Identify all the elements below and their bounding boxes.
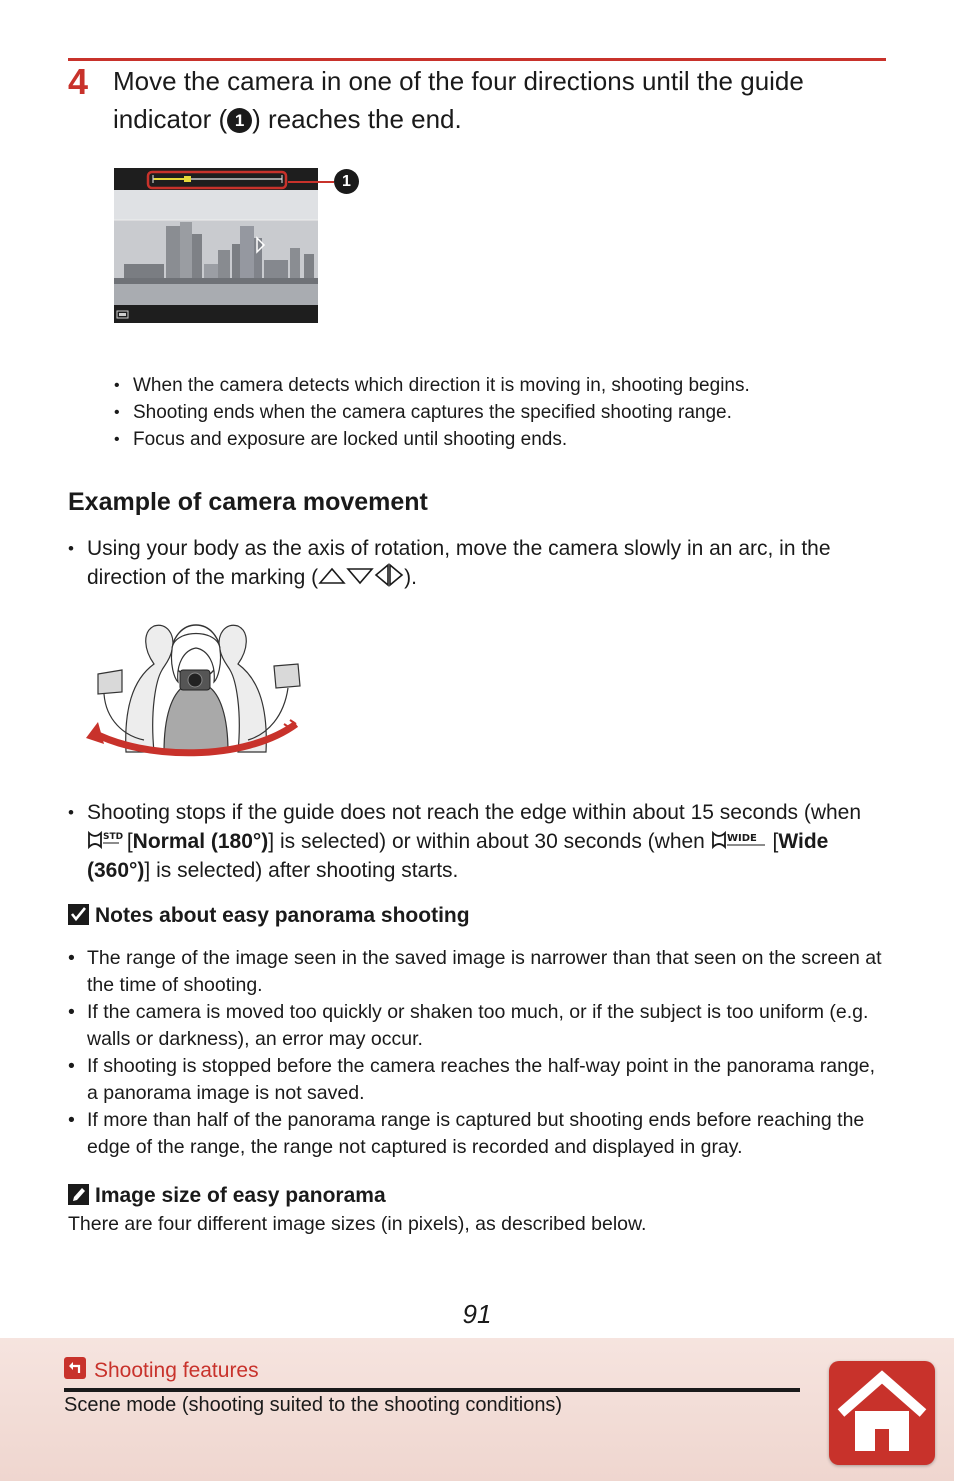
stop-text-3: ] is selected) after shooting starts. [144,859,459,882]
shooting-features-link[interactable] [64,1356,259,1386]
movement-list [87,534,887,592]
list-item: • The range of the image seen in the saved image is narrower than that seen on the screen at the time of shooting. [87,945,887,999]
check-note-icon [68,904,89,925]
stop-bracket-1: [ [121,830,133,853]
panorama-std-icon [87,829,124,851]
marker-1-icon: 1 [227,108,252,133]
step-text-after: ) reaches the end. [252,104,462,134]
movement-text-end: ). [404,566,417,589]
normal-180-label: Normal (180°) [132,830,269,853]
page-number: 91 [462,1299,492,1329]
list-item [87,798,887,885]
step-instruction [113,62,883,138]
stop-text-1: Shooting stops if the guide does not reach the edge within about 15 seconds (when [87,801,862,824]
camera-screen-illustration [114,168,318,323]
image-size-heading-text: Image size of easy panorama [95,1184,386,1207]
list-item: • Focus and exposure are locked until shooting ends. [133,426,893,453]
home-icon [829,1361,935,1465]
stop-text-2: ] is selected) or within about 30 seconds (when [268,830,711,853]
wide-360-label: Wide (360°) [87,830,829,882]
step-number: 4 [68,61,89,102]
svg-text:WIDE: WIDE [726,833,757,844]
section-heading: Example of camera movement [68,488,428,516]
return-arrow-icon [64,1357,86,1379]
stop-bracket-2: [ [766,830,779,853]
pencil-memo-icon [68,1184,89,1205]
panorama-screen-image [114,168,318,323]
notes-heading-text: Notes about easy panorama shooting [95,904,470,927]
step-text-before: Move the camera in one of the four directions until the guide indicator ( [113,66,804,134]
list-item: • When the camera detects which direction it is moving in, shooting begins. [133,372,893,399]
movement-text: Using your body as the axis of rotation, move the camera slowly in an arc, in the direction of the marking ( [87,537,831,589]
panorama-wide-icon [711,829,767,851]
notes-list [87,945,887,1161]
image-size-heading [68,1182,386,1210]
callout-1-icon: 1 [334,169,359,194]
svg-text:STD: STD [103,832,124,842]
step-rule [68,58,886,61]
step-bullet-list [133,372,893,453]
notes-heading [68,902,470,930]
list-item: • Shooting ends when the camera captures the specified shooting range. [133,399,893,426]
shooting-features-label: Shooting features [94,1359,259,1382]
callout-leader-line [288,178,338,186]
list-item: • If the camera is moved too quickly or shaken too much, or if the subject is too uniform (e.g. walls or darkness), an error may occur. [87,999,887,1053]
image-size-text: There are four different image sizes (in pixels), as described below. [68,1213,647,1235]
list-item: • If more than half of the panorama range is captured but shooting ends before reaching the edge of the range, the range not captured is recorded and displayed in gray. [87,1107,887,1161]
stop-list [87,798,887,885]
list-item [87,534,887,592]
camera-movement-illustration [84,620,308,770]
list-item: • If shooting is stopped before the camera reaches the half-way point in the panorama range, a panorama image is not saved. [87,1053,887,1107]
direction-arrows-icon [318,563,404,587]
home-button[interactable] [829,1361,935,1465]
footer-subtitle: Scene mode (shooting suited to the shooting conditions) [64,1394,563,1416]
